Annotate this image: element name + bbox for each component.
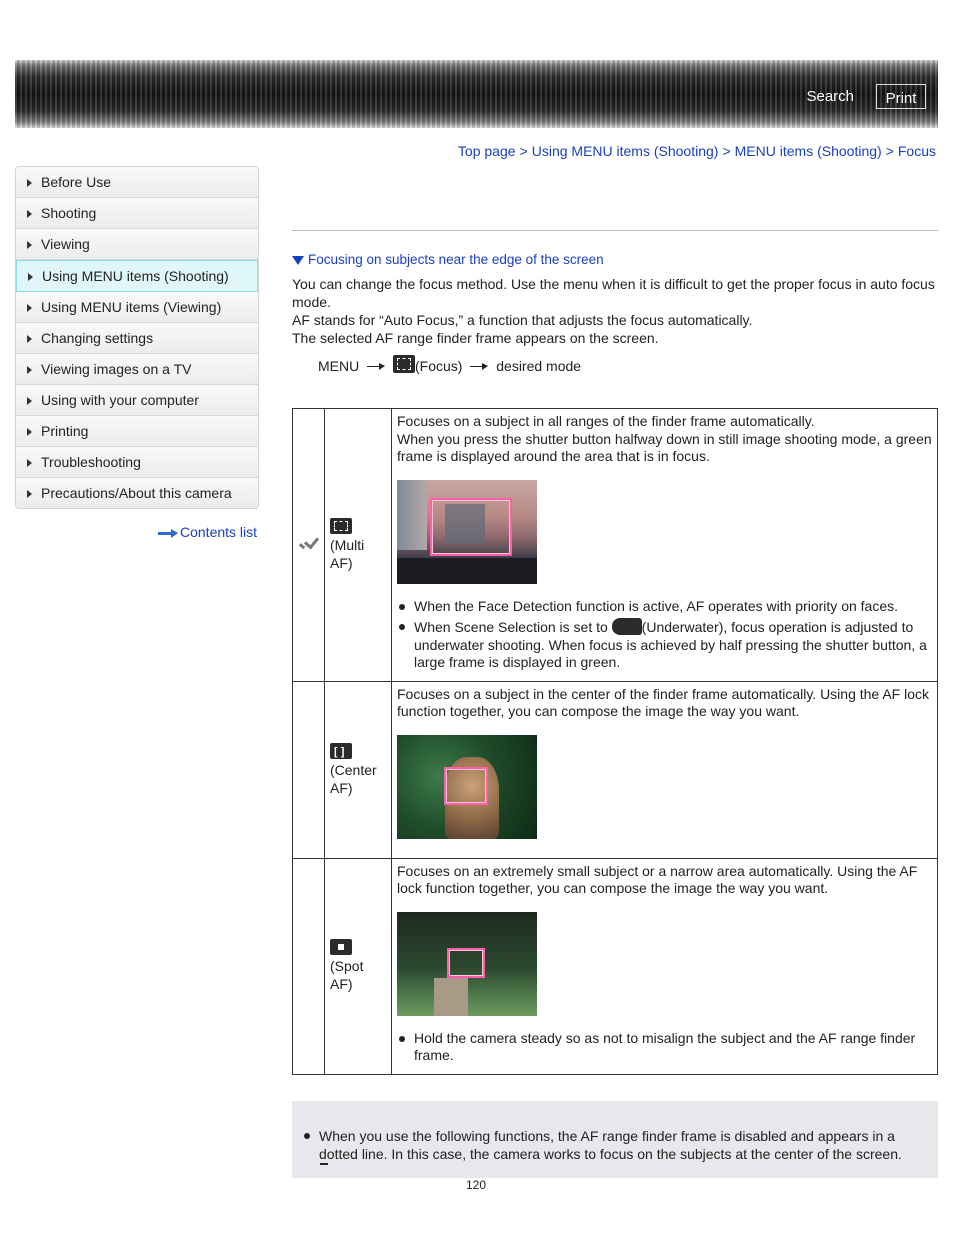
sidebar-nav [15,166,259,509]
photo-detail [397,480,427,550]
menu-path-mode: desired mode [496,358,582,374]
sidebar-item-label: Viewing images on a TV [41,361,192,377]
arrow-right-icon [367,362,385,372]
sidebar-item-label: Precautions/About this camera [41,485,232,501]
mode-name: (Center AF) [330,761,377,796]
list-item: When the Face Detection function is active, AF operates with priority on faces. [397,598,932,616]
triangle-right-icon [27,304,32,312]
default-cell [293,681,325,858]
mode-name-cell [325,409,392,682]
triangle-right-icon [27,428,32,436]
sidebar-item-changing-settings[interactable] [16,323,258,354]
intro-text [292,275,938,347]
intro-paragraph: AF stands for “Auto Focus,” a function that adjusts the focus automatically. [292,312,753,328]
sidebar-item-shooting[interactable] [16,198,258,229]
default-cell [293,409,325,682]
sidebar-item-label: Troubleshooting [41,454,141,470]
focus-icon [393,355,415,373]
triangle-right-icon [27,210,32,218]
breadcrumb-focus[interactable]: Focus [897,143,936,159]
af-frame-overlay [430,498,512,556]
sidebar-item-using-menu-viewing[interactable] [16,292,258,323]
table-row [293,858,938,1074]
sidebar-item-using-computer[interactable] [16,385,258,416]
af-frame-overlay [444,767,488,805]
mode-notes [397,598,932,672]
spot-af-icon [330,939,352,955]
triangle-right-icon [27,397,32,405]
sidebar-item-precautions[interactable] [16,478,258,508]
sidebar-item-label: Using with your computer [41,392,199,408]
mode-name: (Multi AF) [330,536,365,571]
breadcrumb-using-menu-shooting[interactable]: Using MENU items (Shooting) [531,143,719,159]
menu-path [318,355,581,374]
triangle-right-icon [27,179,32,187]
breadcrumb [458,143,936,159]
menu-path-menu: MENU [318,358,360,374]
sidebar-item-label: Changing settings [41,330,154,346]
checkmark-icon [299,535,319,551]
focus-modes-table [292,408,938,1075]
list-item: When you use the following functions, the AF range finder frame is disabled and appears in a dotted line. In this case, the camera works to focus on the subjects at the center of the screen. [302,1127,922,1163]
arrow-right-icon [470,362,488,372]
sidebar-item-viewing[interactable] [16,229,258,260]
bullet-text: (Underwater), focus operation is adjusted to underwater shooting. When focus is achieved by half pressing the shutter button, a large frame is displayed in green. [414,619,927,670]
mode-desc-cell [392,681,938,858]
intro-paragraph: You can change the focus method. Use the menu when it is difficult to get the proper focus in auto focus mode. [292,276,935,310]
subheading-link[interactable] [292,252,604,267]
table-row [293,681,938,858]
sidebar-item-viewing-on-tv[interactable] [16,354,258,385]
cat-photo [397,735,537,839]
triangle-down-icon [292,256,304,265]
triangle-right-icon [27,490,32,498]
mode-notes [397,1030,932,1065]
sidebar-item-label: Shooting [41,205,97,221]
multi-af-icon [330,518,352,534]
table-row [293,409,938,682]
mode-desc-cell [392,409,938,682]
breadcrumb-top-page[interactable]: Top page [457,143,516,159]
search-link[interactable]: Search [806,88,854,105]
menu-path-focus: (Focus) [415,358,463,374]
contents-list-link[interactable] [158,524,257,540]
page-number: 120 [466,1178,487,1192]
center-af-icon [330,743,352,759]
mode-desc-cell [392,858,938,1074]
contents-list-label: Contents list [180,524,258,540]
print-button[interactable]: Print [876,84,926,109]
sidebar-item-label: Printing [41,423,89,439]
photo-detail [434,978,468,1016]
sidebar-item-label: Using MENU items (Viewing) [41,299,222,315]
note-list [302,1127,922,1163]
page-header [15,60,938,128]
breadcrumb-separator: > [519,143,528,159]
triangle-right-icon [27,335,32,343]
sidebar-item-before-use[interactable] [16,167,258,198]
subheading-text: Focusing on subjects near the edge of the screen [308,252,604,267]
mode-name-cell [325,858,392,1074]
default-cell [293,858,325,1074]
af-frame-overlay [447,948,485,978]
bullet-text: When Scene Selection is set to [414,619,608,635]
triangle-right-icon [27,459,32,467]
title-divider [292,230,938,231]
mode-description: Focuses on a subject in the center of the finder frame automatically. Using the AF lock function together, you can compose the image the way you want. [397,685,930,719]
note-box [292,1101,938,1178]
triangle-right-icon [27,366,32,374]
triangle-right-icon [28,273,33,281]
sidebar-item-label: Viewing [41,236,90,252]
mode-description: Focuses on a subject in all ranges of the finder frame automatically. [397,413,815,429]
gondola-photo [397,480,537,584]
sidebar-item-printing[interactable] [16,416,258,447]
mode-name: (Spot AF) [330,958,364,992]
mode-name-cell [325,681,392,858]
list-item [397,618,932,672]
sidebar-item-troubleshooting[interactable] [16,447,258,478]
triangle-right-icon [27,241,32,249]
breadcrumb-separator: > [722,143,731,159]
list-dash [320,1163,328,1165]
mode-description: When you press the shutter button halfway down in still image shooting mode, a green frame is displayed around the area that is in focus. [397,430,932,464]
list-item: Hold the camera steady so as not to misalign the subject and the AF range finder frame. [397,1030,932,1065]
intro-paragraph: The selected AF range finder frame appears on the screen. [292,330,659,346]
breadcrumb-separator: > [885,143,894,159]
underwater-icon [612,618,642,635]
arrow-right-icon [158,529,178,537]
mode-description: Focuses on an extremely small subject or a narrow area automatically. Using the AF lock function together, you can compose the image the way you want. [397,862,918,896]
photo-detail [397,558,537,584]
breadcrumb-menu-items-shooting[interactable]: MENU items (Shooting) [734,143,882,159]
sidebar-item-label: Before Use [41,174,112,190]
sidebar-item-label: Using MENU items (Shooting) [42,268,229,284]
bird-photo [397,912,537,1016]
sidebar-item-using-menu-shooting[interactable] [16,260,258,292]
